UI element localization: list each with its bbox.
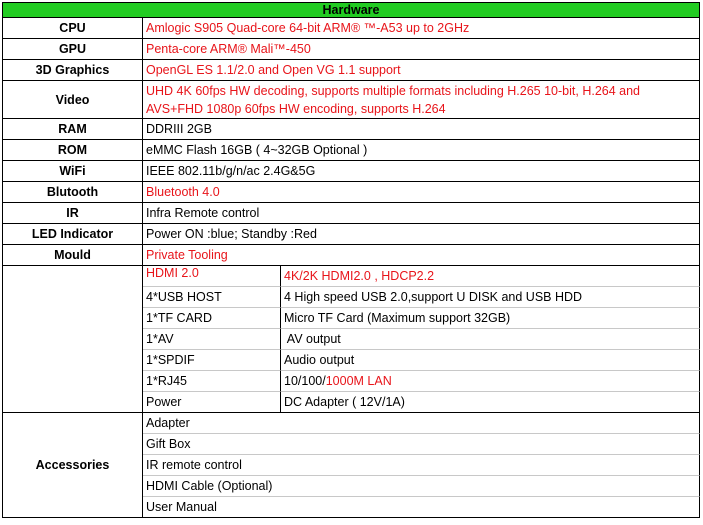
spec-value: Private Tooling — [143, 245, 700, 266]
spec-label: CPU — [2, 18, 143, 39]
spec-label: 3D Graphics — [2, 60, 143, 81]
port-desc-highlight: 1000M LAN — [325, 374, 392, 388]
port-desc-text: AV output — [284, 332, 341, 346]
port-name: 1*RJ45 — [143, 371, 281, 392]
port-name: 1*TF CARD — [143, 308, 281, 329]
accessory-item: HDMI Cable (Optional) — [143, 476, 700, 497]
port-name: HDMI 2.0 — [143, 266, 281, 287]
port-desc — [281, 392, 700, 413]
port-name: 1*AV — [143, 329, 281, 350]
spec-label: Mould — [2, 245, 143, 266]
port-desc-text: Micro TF Card (Maximum support 32GB) — [284, 311, 511, 325]
spec-value: Bluetooth 4.0 — [143, 182, 700, 203]
port-desc — [281, 266, 700, 287]
spec-label: RAM — [2, 119, 143, 140]
port-desc — [281, 308, 700, 329]
port-desc — [281, 329, 700, 350]
accessories-label: Accessories — [2, 413, 143, 518]
spec-value: UHD 4K 60fps HW decoding, supports multiple formats including H.265 10-bit, H.264 and AVS+FHD 1080p 60fps HW encoding, supports H.264 — [143, 81, 700, 119]
spec-value: DDRIII 2GB — [143, 119, 700, 140]
spec-label: LED Indicator — [2, 224, 143, 245]
port-desc — [281, 350, 700, 371]
spec-value: OpenGL ES 1.1/2.0 and Open VG 1.1 support — [143, 60, 700, 81]
spec-value: Amlogic S905 Quad-core 64-bit ARM® ™-A53 up to 2GHz — [143, 18, 700, 39]
spec-value: Infra Remote control — [143, 203, 700, 224]
spec-value: Penta-core ARM® Mali™-450 — [143, 39, 700, 60]
spec-value: eMMC Flash 16GB ( 4~32GB Optional ) — [143, 140, 700, 161]
port-desc-text: 4 High speed USB 2.0,support U DISK and USB HDD — [284, 290, 583, 304]
port-name: 1*SPDIF — [143, 350, 281, 371]
accessory-item: User Manual — [143, 497, 700, 518]
port-desc-text: 10/100/ — [284, 374, 326, 388]
port-desc-text: 4K/2K HDMI2.0 , HDCP2.2 — [284, 269, 435, 283]
spec-value: IEEE 802.11b/g/n/ac 2.4G&5G — [143, 161, 700, 182]
ports-label-cell — [2, 266, 143, 413]
accessory-item: Gift Box — [143, 434, 700, 455]
spec-label: ROM — [2, 140, 143, 161]
spec-label: IR — [2, 203, 143, 224]
table-header: Hardware — [2, 2, 700, 18]
accessory-item: Adapter — [143, 413, 700, 434]
spec-value: Power ON :blue; Standby :Red — [143, 224, 700, 245]
port-desc — [281, 287, 700, 308]
port-desc-text: Audio output — [284, 353, 355, 367]
spec-label: GPU — [2, 39, 143, 60]
spec-label: Blutooth — [2, 182, 143, 203]
accessory-item: IR remote control — [143, 455, 700, 476]
spec-label: Video — [2, 81, 143, 119]
port-name: 4*USB HOST — [143, 287, 281, 308]
port-name: Power — [143, 392, 281, 413]
spec-label: WiFi — [2, 161, 143, 182]
port-desc — [281, 371, 700, 392]
hardware-spec-table — [2, 2, 700, 523]
port-desc-text: DC Adapter ( 12V/1A) — [284, 395, 405, 409]
